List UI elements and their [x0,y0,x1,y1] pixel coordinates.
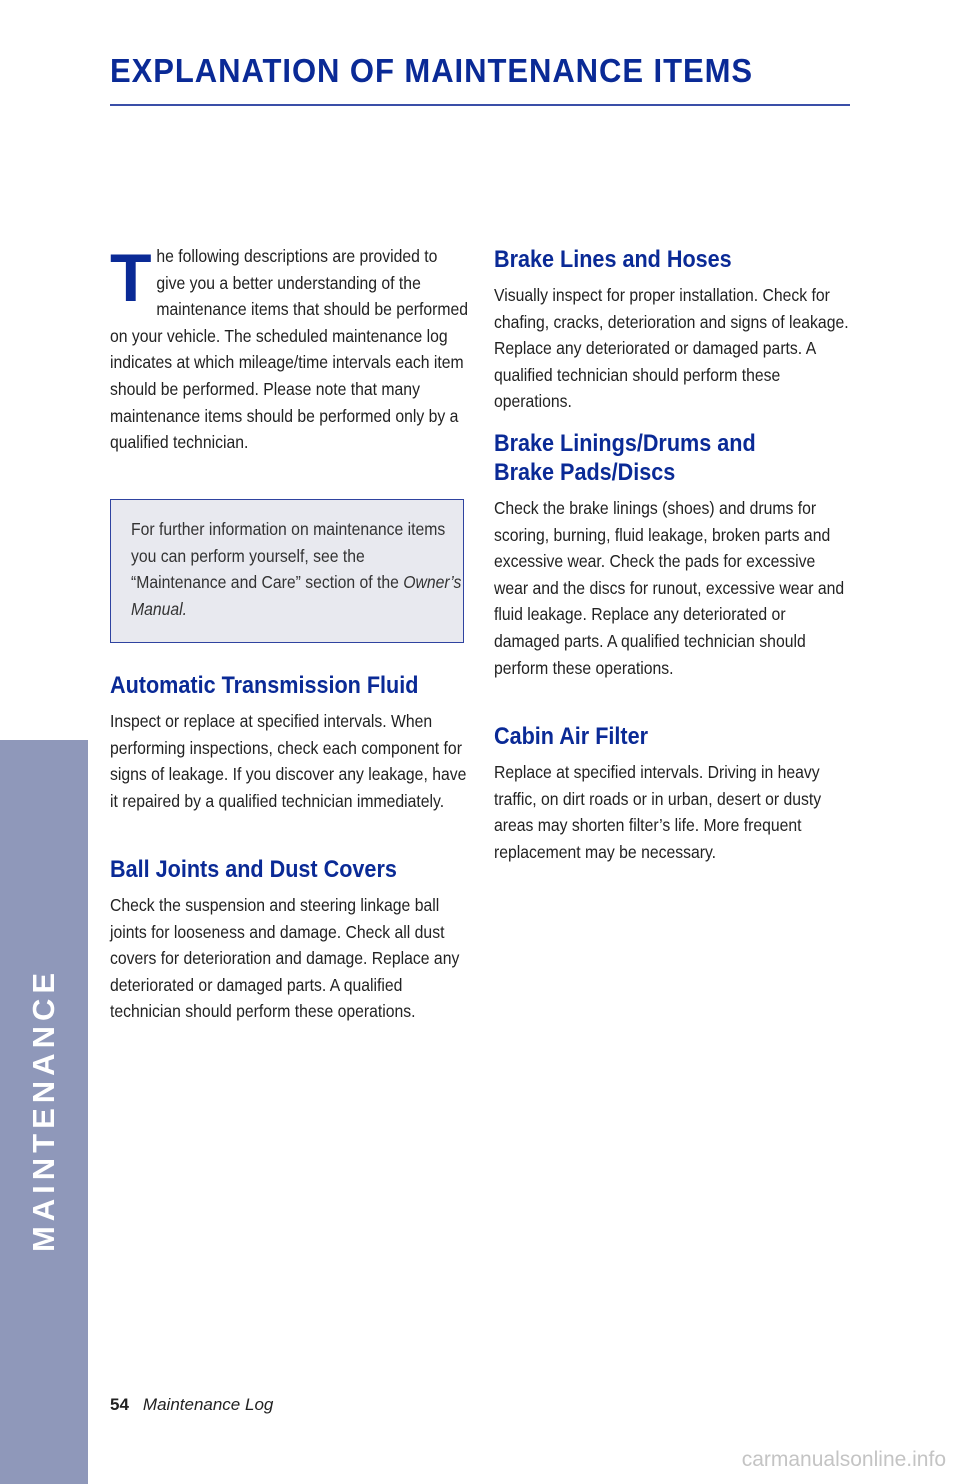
title-divider [110,104,850,106]
intro-dropcap: T [110,240,152,316]
section-body: Replace at specified intervals. Driving in heavy traffic, on dirt roads or in urban, desert or dusty areas may shorten filter’s life. More frequent replacement may be necessary. [494,762,822,862]
watermark: carmanualsonline.info [741,1448,946,1471]
section-automatic-transmission-fluid [110,671,470,814]
section-body: Check the brake linings (shoes) and drums for scoring, burning, fluid leakage, broken parts and excessive wear. Check the pads for excessive wear and the discs for runout, excessive wear and fluid leakage. Replace any deteriorated or damaged parts. A qualified technician should perform these operations. [494,498,845,678]
section-brake-lines-hoses [494,245,849,415]
intro-text: he following descriptions are provided to give you a better understanding of the maintenance items that should be performed on your vehicle. The scheduled maintenance log indicates at which mileage/time intervals each item should be performed. Please note that many maintenance items should be performed only by a qualified technician. [110,246,469,453]
page-number: 54 [110,1395,129,1414]
section-cabin-air-filter [494,722,844,865]
section-brake-linings-pads [494,429,844,681]
manual-reference-callout [110,499,464,643]
section-heading: Cabin Air Filter [494,723,649,750]
section-heading: Ball Joints and Dust Covers [110,856,397,883]
page-footer [110,1395,273,1415]
page-title: EXPLANATION OF MAINTENANCE ITEMS [110,52,754,89]
footer-label: Maintenance Log [142,1395,274,1414]
callout-text-main: For further information on maintenance items you can perform yourself, see the “Maintenance and Care” section of the [131,519,446,593]
section-heading: Brake Lines and Hoses [494,246,732,273]
section-heading: Brake Linings/Drums and Brake Pads/Discs [494,430,756,486]
section-body: Inspect or replace at specified intervals. When performing inspections, check each component for signs of leakage. If you discover any leakage, have it repaired by a qualified technician immediately. [110,711,467,811]
intro-paragraph [110,240,470,456]
callout-text-emphasis: Owner’s Manual. [131,572,462,619]
side-section-tab-label: MAINTENANCE [26,967,61,1253]
section-ball-joints-dust-covers [110,855,470,1025]
section-body: Visually inspect for proper installation. Check for chafing, cracks, deterioration and signs of leakage. Replace any deteriorated or damaged parts. A qualified technician should perform these operations. [494,285,849,412]
section-heading: Automatic Transmission Fluid [110,672,419,699]
section-body: Check the suspension and steering linkage ball joints for looseness and damage. Check all dust covers for deterioration and damage. Replace any deteriorated or damaged parts. A qualified technician should perform these operations. [110,895,460,1022]
callout-text [131,516,464,622]
